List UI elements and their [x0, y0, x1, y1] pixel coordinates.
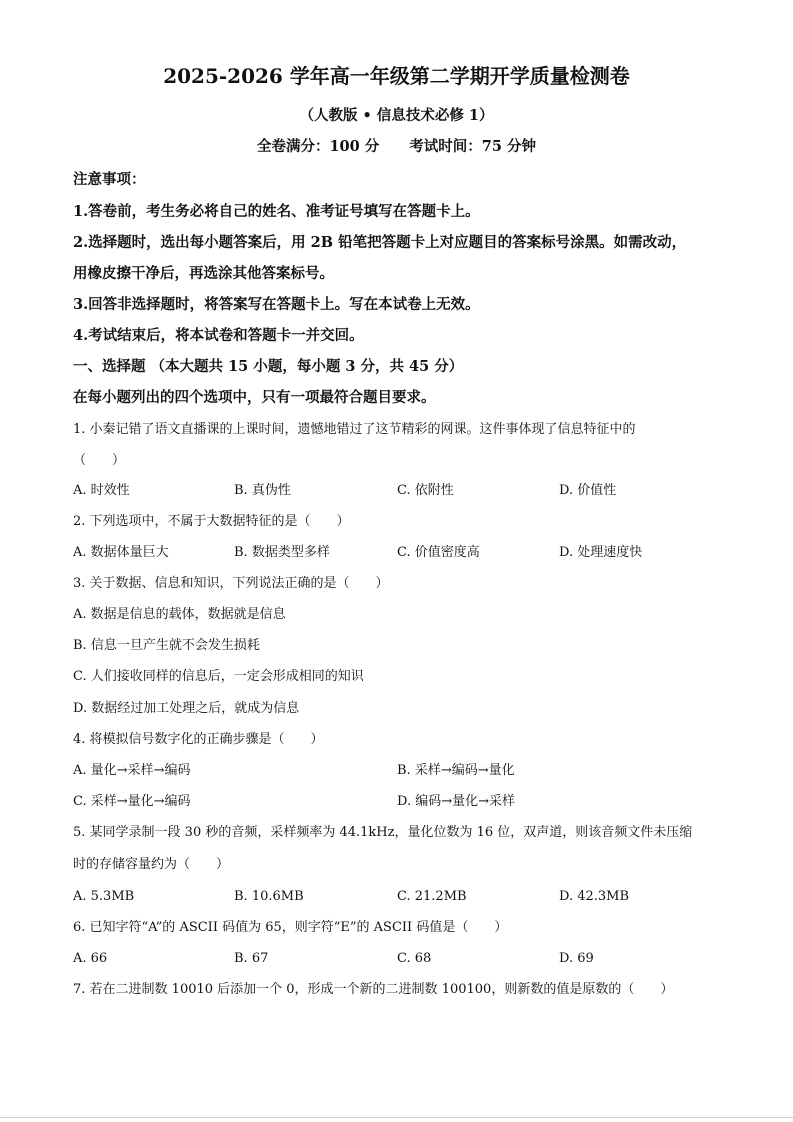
- note-item: 1.答卷前，考生务必将自己的姓名、准考证号填写在答题卡上。: [73, 203, 480, 220]
- exam-title: 2025-2026 学年高一年级第二学期开学质量检测卷: [163, 64, 630, 88]
- option-c: C. 价值密度高: [397, 545, 480, 560]
- note-item: 2.选择题时，选出每小题答案后，用 2B 铅笔把答题卡上对应题目的答案标号涂黑。如需改动，: [73, 234, 687, 251]
- option-c: C. 21.2MB: [397, 889, 467, 904]
- option-c: C. 人们接收同样的信息后，一定会形成相同的知识: [73, 669, 364, 684]
- option-a: A. 数据体量巨大: [73, 545, 169, 560]
- question-stem: 5. 某同学录制一段 30 秒的音频，采样频率为 44.1kHz，量化位数为 16 位，双声道，则该音频文件未压缩: [73, 825, 693, 840]
- option-b: B. 采样→编码→量化: [397, 763, 515, 778]
- option-d: D. 价值性: [559, 483, 617, 498]
- question-stem: 4. 将模拟信号数字化的正确步骤是（ ）: [73, 732, 324, 747]
- option-d: D. 42.3MB: [559, 889, 630, 904]
- notes-heading: 注意事项：: [73, 171, 146, 188]
- exam-time: 考试时间：75 分钟: [409, 138, 537, 155]
- option-c: C. 采样→量化→编码: [73, 794, 191, 809]
- question-stem: 7. 若在二进制数 10010 后添加一个 0，形成一个新的二进制数 100100，则新数的值是原数的（ ）: [73, 982, 674, 997]
- question-stem: 3. 关于数据、信息和知识，下列说法正确的是（ ）: [73, 576, 389, 591]
- option-a: A. 数据是信息的载体，数据就是信息: [73, 607, 286, 622]
- option-b: B. 信息一旦产生就不会发生损耗: [73, 638, 260, 653]
- question-stem: （ ）: [73, 453, 126, 468]
- option-c: C. 依附性: [397, 483, 454, 498]
- section-instruction: 在每小题列出的四个选项中，只有一项最符合题目要求。: [73, 389, 436, 406]
- exam-meta: [0, 137, 793, 157]
- option-a: A. 66: [73, 951, 108, 966]
- page-bottom-rule: [0, 1117, 793, 1118]
- question-stem: 1. 小秦记错了语文直播课的上课时间，遗憾地错过了这节精彩的网课。这件事体现了信息特征中的: [73, 422, 636, 437]
- option-d: D. 69: [559, 951, 594, 966]
- note-item: 3.回答非选择题时，将答案写在答题卡上。写在本试卷上无效。: [73, 296, 480, 313]
- question-stem: 时的存储容量约为（ ）: [73, 857, 230, 872]
- option-c: C. 68: [397, 951, 432, 966]
- option-d: D. 处理速度快: [559, 545, 643, 560]
- option-a: A. 量化→采样→编码: [73, 763, 191, 778]
- note-item: 用橡皮擦干净后，再选涂其他答案标号。: [73, 265, 334, 282]
- option-b: B. 数据类型多样: [234, 545, 330, 560]
- option-d: D. 编码→量化→采样: [397, 794, 516, 809]
- option-b: B. 真伪性: [234, 483, 291, 498]
- exam-subtitle: （人教版 • 信息技术必修 1）: [299, 107, 494, 124]
- option-d: D. 数据经过加工处理之后，就成为信息: [73, 701, 300, 716]
- option-a: A. 5.3MB: [73, 889, 135, 904]
- question-stem: 2. 下列选项中，不属于大数据特征的是（ ）: [73, 514, 350, 529]
- full-score: 全卷满分：100 分: [256, 138, 380, 155]
- option-a: A. 时效性: [73, 483, 130, 498]
- question-stem: 6. 已知字符“A”的 ASCII 码值为 65，则字符“E”的 ASCII 码值是（ ）: [73, 920, 508, 935]
- option-b: B. 10.6MB: [234, 889, 304, 904]
- section-heading: 一、选择题 （本大题共 15 小题，每小题 3 分，共 45 分）: [73, 358, 464, 375]
- option-b: B. 67: [234, 951, 269, 966]
- note-item: 4.考试结束后，将本试卷和答题卡一并交回。: [73, 327, 364, 344]
